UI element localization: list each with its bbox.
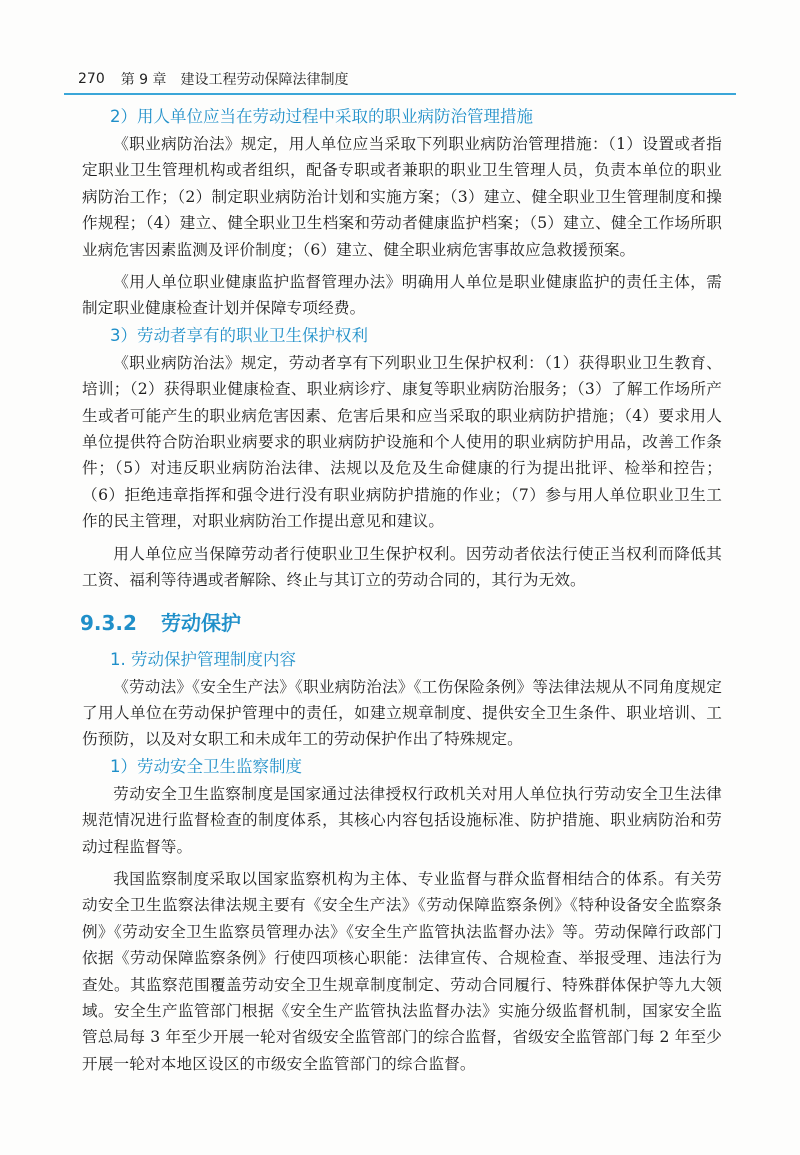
paragraph-rights-protection: 用人单位应当保障劳动者行使职业卫生保护权利。因劳动者依法行使正当权利而降低其工资、福利等待遇或者解除、终止与其订立的劳动合同的，其行为无效。: [82, 544, 722, 590]
section-number: 9.3.2: [80, 610, 137, 635]
paragraph-inspection-definition: 劳动安全卫生监察制度是国家通过法律授权行政机关对用人单位执行劳动安全卫生法律规范情况进行监督检查的制度体系，其核心内容包括设施标准、防护措施、职业病防治和劳动过程监督等。: [82, 784, 722, 856]
chapter-label: 第 9 章: [120, 72, 167, 88]
paragraph-inspection-structure: 我国监察制度采取以国家监察机构为主体、专业监督与群众监督相结合的体系。有关劳动安全卫生监察法律法规主要有《安全生产法》《劳动保障监察条例》《特种设备安全监察条例》《劳动安全卫生监察员管理办法》《安全生产监管执法监督办法》等。劳动保障行政部门依据《劳动保障监察条例》行使四项核心职能：法律宣传、合规检查、举报受理、违法行为查处。其监察范围覆盖劳动安全卫生规章制度制定、劳动合同履行、特殊群体保护等九大领域。安全生产监管部门根据《安全生产监管执法监督办法》实施分级监督机制，国家安全监管总局每 3 年至少开展一轮对省级安全监管部门的综合监督，省级安全监管部门每 2 年至少开展一轮对本地区设区的市级安全监管部门的综合监督。: [82, 869, 722, 1073]
section-title: 劳动保护: [160, 610, 241, 635]
paragraph-rights-list: 《职业病防治法》规定，劳动者享有下列职业卫生保护权利：（1）获得职业卫生教育、培训；（2）获得职业健康检查、职业病诊疗、康复等职业病防治服务；（3）了解工作场所产生或者可能产生的职业病危害因素、危害后果和应当采取的职业病防护措施；（4）要求用人单位提供符合防治职业病要求的职业病防护设施和个人使用的职业病防护用品，改善工作条件；（5）对违反职业病防治法律、法规以及危及生命健康的行为提出批评、检举和控告；（6）拒绝违章指挥和强令进行没有职业病防护措施的作业；（7）参与用人单位职业卫生工作的民主管理，对职业病防治工作提出意见和建议。: [82, 353, 722, 531]
section-heading-9-3-2: [80, 608, 722, 638]
heading-labor-protection-system: 1. 劳动保护管理制度内容: [110, 649, 296, 669]
paragraph-measures-list: 《职业病防治法》规定，用人单位应当采取下列职业病防治管理措施：（1）设置或者指定职业卫生管理机构或者组织，配备专职或者兼职的职业卫生管理人员，负责本单位的职业病防治工作；（2）制定职业病防治计划和实施方案；（3）建立、健全职业卫生管理制度和操作规程；（4）建立、健全职业卫生档案和劳动者健康监护档案；（5）建立、健全工作场所职业病危害因素监测及评价制度；（6）建立、健全职业病危害事故应急救援预案。: [82, 135, 722, 259]
paragraph-labor-protection: 《劳动法》《安全生产法》《职业病防治法》《工伤保险条例》等法律法规从不同角度规定了用人单位在劳动保护管理中的责任，如建立规章制度、提供安全卫生条件、职业培训、工伤预防，以及对女职工和未成年工的劳动保护作出了特殊规定。: [82, 677, 722, 749]
header-rule: [64, 93, 736, 95]
heading-inspection-system: 1）劳动安全卫生监察制度: [110, 756, 302, 776]
heading-employer-measures: 2）用人单位应当在劳动过程中采取的职业病防治管理措施: [110, 107, 533, 126]
heading-worker-rights: 3）劳动者享有的职业卫生保护权利: [110, 325, 368, 345]
page-number: 270: [78, 71, 105, 87]
running-header: [78, 68, 720, 90]
chapter-title: 建设工程劳动保障法律制度: [180, 72, 349, 88]
page-body: [82, 103, 722, 1077]
paragraph-health-monitoring: 《用人单位职业健康监护监督管理办法》明确用人单位是职业健康监护的责任主体，需制定职业健康检查计划并保障专项经费。: [82, 273, 722, 318]
